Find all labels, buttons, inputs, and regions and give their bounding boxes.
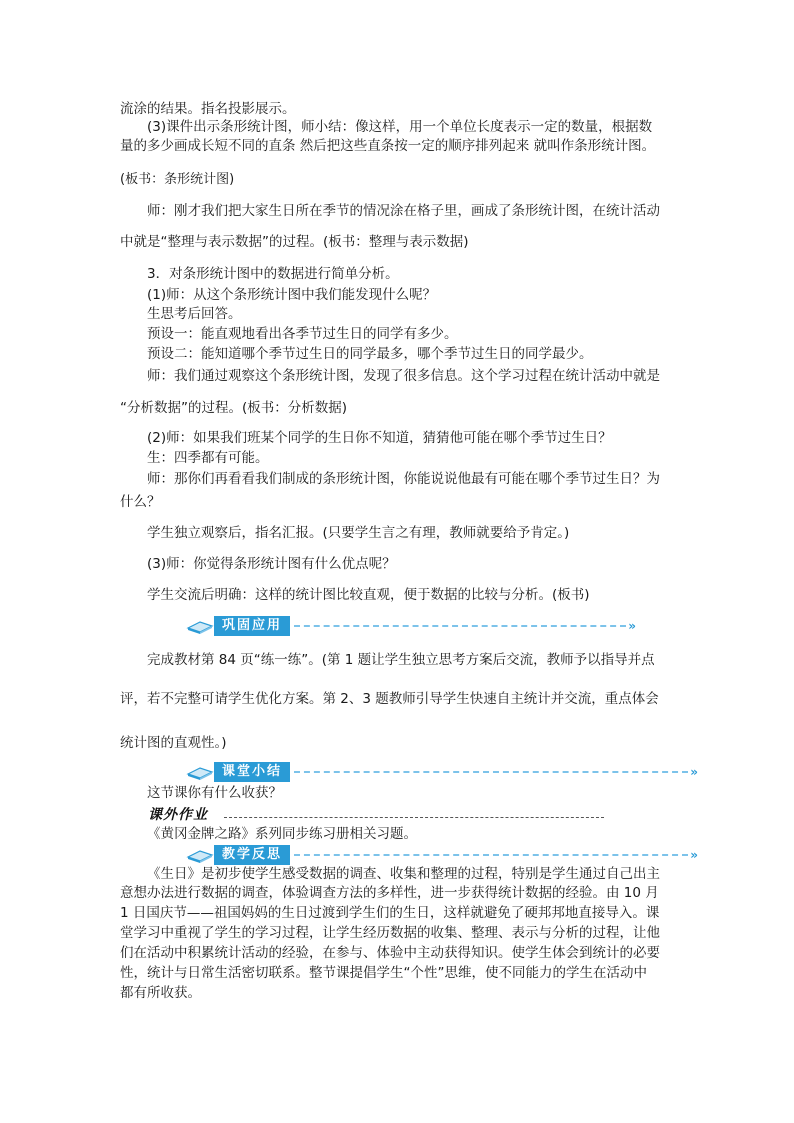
divider <box>294 854 688 856</box>
text-line: 生：四季都有可能。 <box>147 450 269 466</box>
text-line: 统计图的直观性。) <box>120 735 227 751</box>
text-line: 完成教材第 84 页“练一练”。(第 1 题让学生独立思考方案后交流，教师予以指导并点 <box>147 652 655 668</box>
double-chevron-right-icon: » <box>690 765 698 779</box>
text-line: 生思考后回答。 <box>147 306 242 322</box>
double-chevron-right-icon: » <box>690 848 698 862</box>
text-line: 性，统计与日常生活密切联系。整节课提倡学生“个性”思维，使不同能力的学生在活动中 <box>120 965 647 981</box>
text-line: 们在活动中积累统计活动的经验，在参与、体验中主动获得知识。使学生体会到统计的必要 <box>120 945 660 961</box>
text-line: (2)师：如果我们班某个同学的生日你不知道，猜猜他可能在哪个季节过生日？ <box>147 430 612 446</box>
text-line: 3．对条形统计图中的数据进行简单分析。 <box>147 266 399 282</box>
section-header-reflection <box>186 845 698 865</box>
text-line: 师：那你们再看看我们制成的条形统计图，你能说说他最有可能在哪个季节过生日？为 <box>147 471 660 487</box>
book-icon <box>186 762 214 782</box>
text-line: 评，若不完整可请学生优化方案。第 2、3 题教师引导学生快速自主统计并交流，重点体会 <box>120 691 659 707</box>
section-header-consolidate <box>186 616 636 636</box>
text-line: (3)师：你觉得条形统计图有什么优点呢？ <box>147 556 396 572</box>
divider <box>294 771 688 773</box>
section-title: 巩固应用 <box>214 616 290 636</box>
text-line: 这节课你有什么收获？ <box>147 785 282 801</box>
text-line: 什么？ <box>120 494 161 510</box>
text-line: (板书：条形统计图) <box>120 172 235 187</box>
text-line: 都有所收获。 <box>120 985 201 1001</box>
text-line: 中就是“整理与表示数据”的过程。(板书：整理与表示数据) <box>120 234 469 250</box>
section-title: 课堂小结 <box>214 762 290 782</box>
book-icon <box>186 845 214 865</box>
text-line: “分析数据”的过程。(板书：分析数据) <box>120 400 348 416</box>
section-title-homework: 课外作业 <box>148 807 208 823</box>
text-line: (3)课件出示条形统计图，师小结：像这样，用一个单位长度表示一定的数量，根据数 <box>147 119 653 135</box>
double-chevron-right-icon: » <box>628 619 636 633</box>
text-line: 师：我们通过观察这个条形统计图，发现了很多信息。这个学习过程在统计活动中就是 <box>147 368 660 384</box>
text-line: 堂学习中重视了学生的学习过程，让学生经历数据的收集、整理、表示与分析的过程，让他 <box>120 925 660 941</box>
section-header-summary <box>186 762 698 782</box>
text-line: 学生交流后明确：这样的统计图比较直观，便于数据的比较与分析。(板书) <box>147 587 590 603</box>
text-line: 预设一：能直观地看出各季节过生日的同学有多少。 <box>147 326 458 342</box>
book-icon <box>186 616 214 636</box>
text-line: 学生独立观察后，指名汇报。(只要学生言之有理，教师就要给予肯定。) <box>147 525 570 541</box>
text-line: 《生日》是初步使学生感受数据的调查、收集和整理的过程，特别是学生通过自己出主 <box>147 866 660 882</box>
text-line: 量的多少画成长短不同的直条 然后把这些直条按一定的顺序排列起来 就叫作条形统计图。 <box>120 138 656 154</box>
divider <box>294 625 626 627</box>
text-line: (1)师：从这个条形统计图中我们能发现什么呢？ <box>147 287 437 303</box>
text-line: 《黄冈金牌之路》系列同步练习册相关习题。 <box>147 826 417 842</box>
text-line: 预设二：能知道哪个季节过生日的同学最多，哪个季节过生日的同学最少。 <box>147 346 593 362</box>
text-line: 师：刚才我们把大家生日所在季节的情况涂在格子里，画成了条形统计图，在统计活动 <box>147 203 660 219</box>
text-line: 流涂的结果。指名投影展示。 <box>120 101 296 117</box>
section-title: 教学反思 <box>214 845 290 865</box>
text-line: 意想办法进行数据的调查，体验调查方法的多样性，进一步获得统计数据的经验。由 10 月 <box>120 885 659 901</box>
text-line: 1 日国庆节——祖国妈妈的生日过渡到学生们的生日，这样就避免了硬邦邦地直接导入。课 <box>120 905 660 921</box>
divider <box>224 817 604 818</box>
